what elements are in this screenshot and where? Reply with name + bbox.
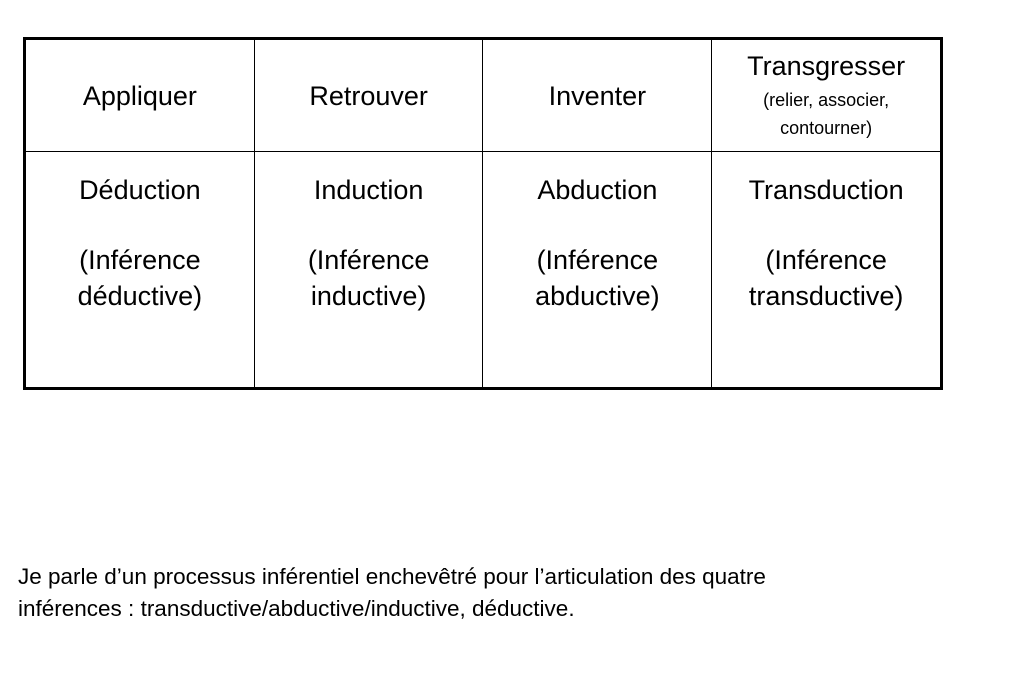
cell-term: Induction xyxy=(313,175,424,205)
header-label: Retrouver xyxy=(309,80,428,111)
cell-inference xyxy=(26,242,254,314)
header-label: Inventer xyxy=(548,80,647,111)
inference-table xyxy=(23,37,943,390)
header-cell-appliquer xyxy=(25,39,255,152)
table-body-row xyxy=(25,152,942,389)
cell-inference-line: abductive) xyxy=(535,281,660,311)
cell-deduction xyxy=(25,152,255,389)
footnote-line: inférences : transductive/abductive/inductive, déductive. xyxy=(18,596,575,621)
cell-inference-line: transductive) xyxy=(748,281,904,311)
cell-inference-line: (Inférence xyxy=(765,245,887,275)
cell-inference xyxy=(255,242,483,314)
header-label: Transgresser xyxy=(747,50,906,81)
cell-abduction xyxy=(483,152,712,389)
header-sublabel-line: (relier, associer, xyxy=(763,89,890,110)
cell-inference-line: (Inférence xyxy=(307,245,430,275)
header-label: Appliquer xyxy=(82,80,197,111)
cell-inference-line: (Inférence xyxy=(536,245,659,275)
cell-term: Transduction xyxy=(748,175,904,205)
header-cell-inventer xyxy=(483,39,712,152)
cell-inference-line: (Inférence xyxy=(79,245,201,275)
header-sublabel-line: contourner) xyxy=(780,117,873,138)
cell-inference xyxy=(712,242,940,314)
table-header-row xyxy=(25,39,942,152)
cell-transduction xyxy=(712,152,942,389)
footnote-line: Je parle d’un processus inférentiel enchevêtré pour l’articulation des quatre xyxy=(18,564,766,589)
cell-term: Abduction xyxy=(537,175,658,205)
cell-induction xyxy=(254,152,483,389)
header-sublabel xyxy=(712,86,940,142)
cell-inference-line: inductive) xyxy=(310,281,427,311)
footnote-paragraph xyxy=(18,561,1008,625)
header-cell-retrouver xyxy=(254,39,483,152)
cell-term: Déduction xyxy=(79,175,201,205)
cell-inference-line: déductive) xyxy=(77,281,203,311)
header-cell-transgresser xyxy=(712,39,942,152)
cell-inference xyxy=(483,242,711,314)
